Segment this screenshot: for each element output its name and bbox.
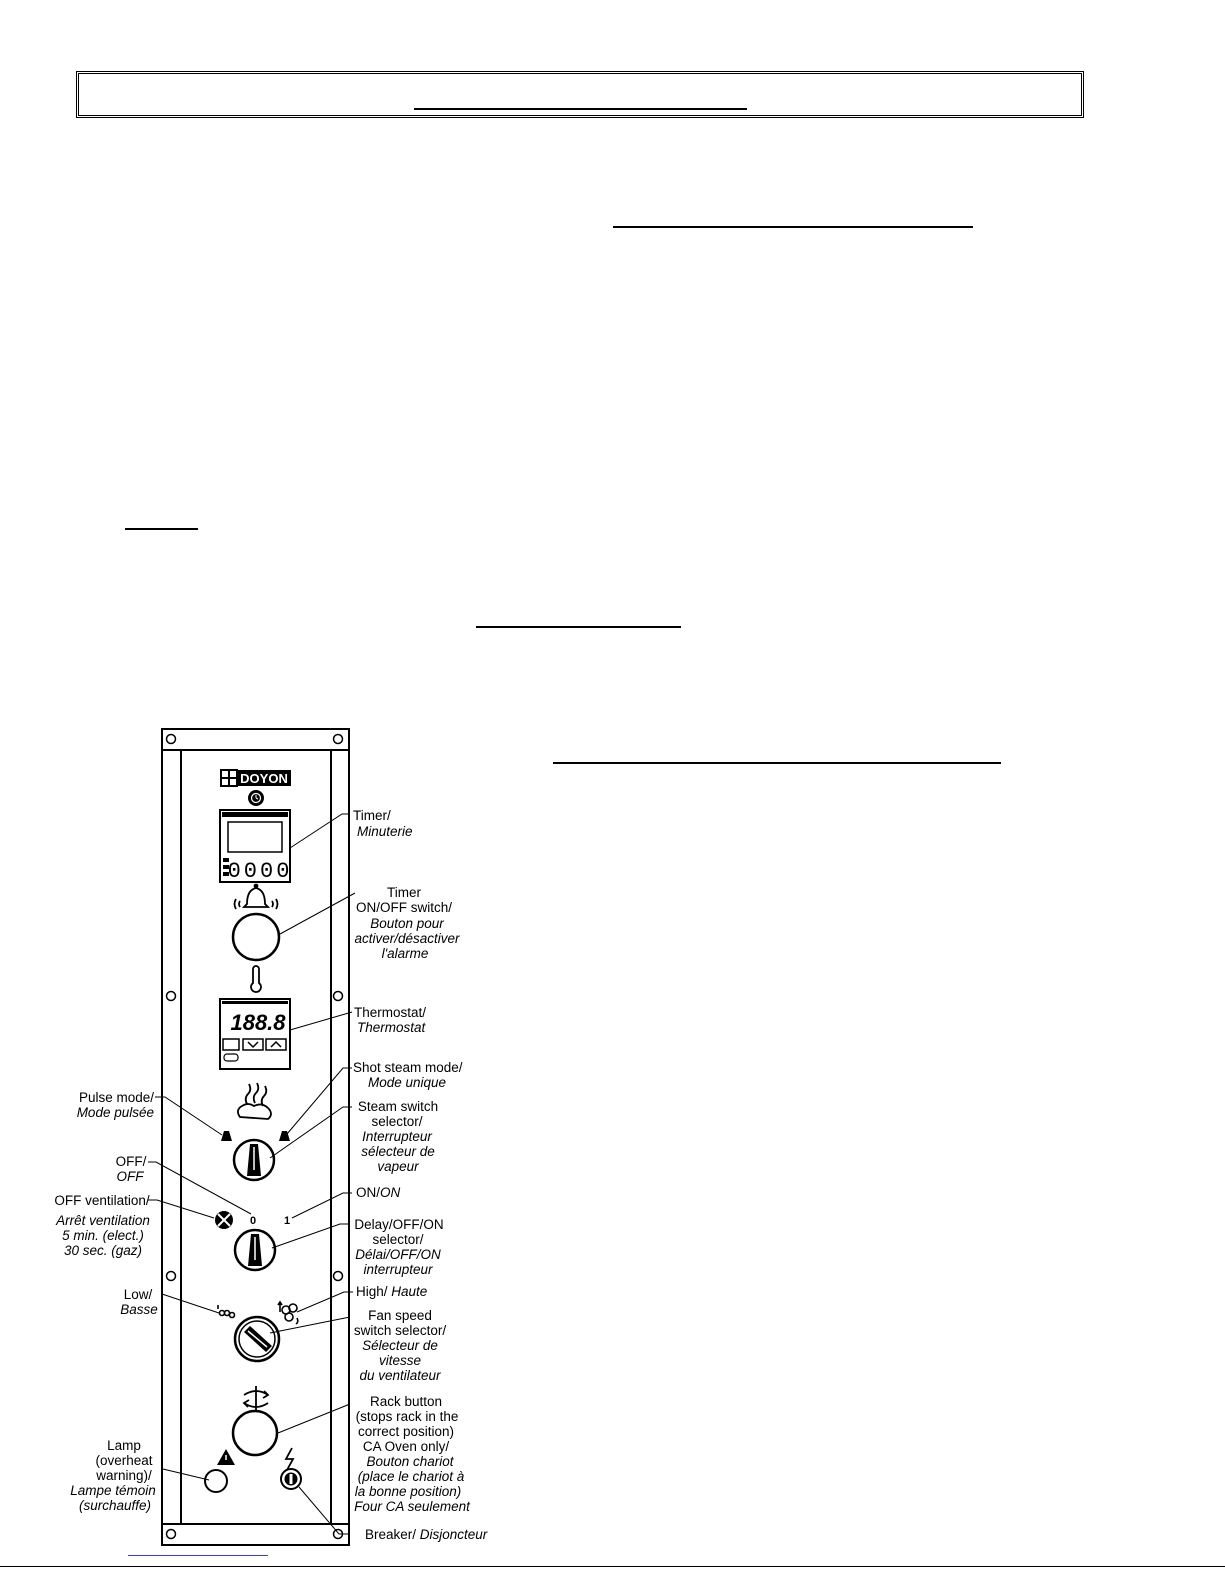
bell-icon xyxy=(235,885,278,910)
label-fan-selector xyxy=(354,1308,447,1383)
timer-on-off-button[interactable] xyxy=(233,914,279,960)
clock-icon xyxy=(248,790,264,806)
label-fan-selector-5: du ventilateur xyxy=(359,1368,441,1383)
label-thermostat-en: Thermostat/ xyxy=(354,1005,427,1020)
label-steam-selector xyxy=(358,1099,438,1174)
brand-name: DOYON xyxy=(240,771,288,786)
label-thermostat-fr: Thermostat xyxy=(357,1020,426,1035)
label-low-en: Low/ xyxy=(123,1287,153,1302)
label-fan-selector-2: switch selector/ xyxy=(353,1323,447,1338)
on-marker: 1 xyxy=(283,1215,291,1227)
label-low-fr: Basse xyxy=(120,1302,158,1317)
warning-triangle-icon xyxy=(217,1449,235,1465)
label-high-en-text: High/ xyxy=(356,1284,392,1299)
lightning-icon xyxy=(286,1448,293,1470)
label-timer xyxy=(353,808,413,839)
label-steam-selector-3: Interrupteur xyxy=(362,1129,432,1144)
label-off-ventilation-4: 30 sec. (gaz) xyxy=(63,1243,143,1258)
label-thermostat xyxy=(354,1005,427,1035)
label-delay-selector xyxy=(354,1217,443,1277)
brand-logo xyxy=(221,770,291,786)
label-shot-steam xyxy=(353,1060,463,1090)
label-high xyxy=(356,1284,427,1299)
label-delay-selector-3: Délai/OFF/ON xyxy=(355,1247,441,1262)
label-fan-selector-3: Sélecteur de xyxy=(362,1338,438,1353)
label-off xyxy=(116,1154,147,1184)
label-rack-button-8: Four CA seulement xyxy=(354,1499,470,1514)
rack-rotation-icon xyxy=(244,1386,268,1413)
label-delay-selector-4: interrupteur xyxy=(363,1262,433,1277)
label-fan-selector-4: vitesse xyxy=(378,1353,422,1368)
overheat-lamp xyxy=(205,1470,227,1492)
label-timer-en: Timer/ xyxy=(353,808,391,823)
label-rack-button xyxy=(354,1394,471,1514)
label-lamp-1: Lamp xyxy=(107,1438,141,1453)
label-timer-switch-3: Bouton pour xyxy=(370,916,444,931)
label-shot-steam-fr: Mode unique xyxy=(368,1075,447,1090)
label-rack-button-2: (stops rack in the xyxy=(355,1409,459,1424)
label-timer-fr: Minuterie xyxy=(357,824,413,839)
label-breaker xyxy=(365,1527,488,1542)
label-pulse-mode-fr: Mode pulsée xyxy=(76,1105,154,1120)
label-shot-steam-en: Shot steam mode/ xyxy=(353,1060,463,1075)
label-fan-selector-1: Fan speed xyxy=(368,1308,432,1323)
delay-off-on-selector-knob[interactable] xyxy=(235,1230,275,1270)
ventilation-icon xyxy=(215,1211,233,1229)
label-lamp xyxy=(70,1438,156,1513)
label-breaker-text xyxy=(365,1527,488,1542)
steam-selector-knob[interactable] xyxy=(234,1140,274,1180)
label-on-fr-text: ON xyxy=(380,1185,401,1200)
label-off-fr: OFF xyxy=(116,1169,144,1184)
label-on-en xyxy=(356,1185,401,1200)
timer-digits: 0000 xyxy=(227,859,293,884)
thermostat-display xyxy=(220,999,290,1069)
rack-button[interactable] xyxy=(233,1411,277,1455)
label-lamp-3: warning)/ xyxy=(96,1468,152,1483)
label-rack-button-1: Rack button xyxy=(369,1394,443,1409)
label-breaker-fr: Disjoncteur xyxy=(419,1527,488,1542)
label-high-en xyxy=(356,1284,427,1299)
label-rack-button-5: Bouton chariot xyxy=(366,1454,454,1469)
fan-low-icon xyxy=(218,1305,235,1318)
label-timer-switch-1: Timer xyxy=(387,885,421,900)
label-rack-button-4: CA Oven only/ xyxy=(362,1439,450,1454)
pulse-mode-symbol xyxy=(221,1131,232,1141)
label-lamp-4: Lampe témoin xyxy=(70,1483,156,1498)
label-delay-selector-2: selector/ xyxy=(372,1232,424,1247)
fan-speed-selector-knob[interactable] xyxy=(235,1317,279,1361)
label-timer-switch-5: l'alarme xyxy=(381,946,429,961)
thermometer-icon xyxy=(251,966,261,992)
label-off-ventilation-1: OFF ventilation/ xyxy=(54,1193,150,1208)
off-marker: 0 xyxy=(249,1215,257,1227)
label-pulse-mode-en: Pulse mode/ xyxy=(78,1090,154,1105)
label-steam-selector-1: Steam switch xyxy=(357,1099,439,1114)
label-on xyxy=(356,1185,401,1200)
fan-high-icon xyxy=(278,1302,298,1324)
label-off-ventilation-3: 5 min. (elect.) xyxy=(62,1228,144,1243)
timer-display xyxy=(220,810,292,884)
label-rack-button-7: la bonne position) xyxy=(354,1484,462,1499)
label-delay-selector-1: Delay/OFF/ON xyxy=(354,1217,444,1232)
label-low xyxy=(120,1287,158,1317)
label-breaker-en: Breaker/ xyxy=(365,1527,420,1542)
label-high-fr-text: Haute xyxy=(391,1284,428,1299)
breaker-button[interactable] xyxy=(281,1469,301,1489)
label-steam-selector-4: sélecteur de xyxy=(361,1144,435,1159)
label-off-ventilation-2: Arrêt ventilation xyxy=(56,1213,150,1228)
label-on-en-text: ON/ xyxy=(356,1185,381,1200)
label-timer-switch-2: ON/OFF switch/ xyxy=(355,900,453,915)
label-steam-selector-5: vapeur xyxy=(377,1159,419,1174)
thermostat-digits: 188.8 xyxy=(230,1010,286,1035)
label-timer-switch xyxy=(354,885,460,961)
label-pulse-mode xyxy=(77,1090,155,1120)
label-off-en: OFF/ xyxy=(115,1154,147,1169)
label-rack-button-6: (place le chariot à xyxy=(357,1469,465,1484)
label-lamp-2: (overheat xyxy=(95,1453,153,1468)
label-lamp-5: (surchauffe) xyxy=(78,1498,152,1513)
label-off-ventilation xyxy=(54,1193,150,1258)
label-rack-button-3: correct position) xyxy=(357,1424,455,1439)
steam-icon xyxy=(238,1083,271,1119)
label-steam-selector-2: selector/ xyxy=(371,1114,423,1129)
label-timer-switch-4: activer/désactiver xyxy=(354,931,460,946)
